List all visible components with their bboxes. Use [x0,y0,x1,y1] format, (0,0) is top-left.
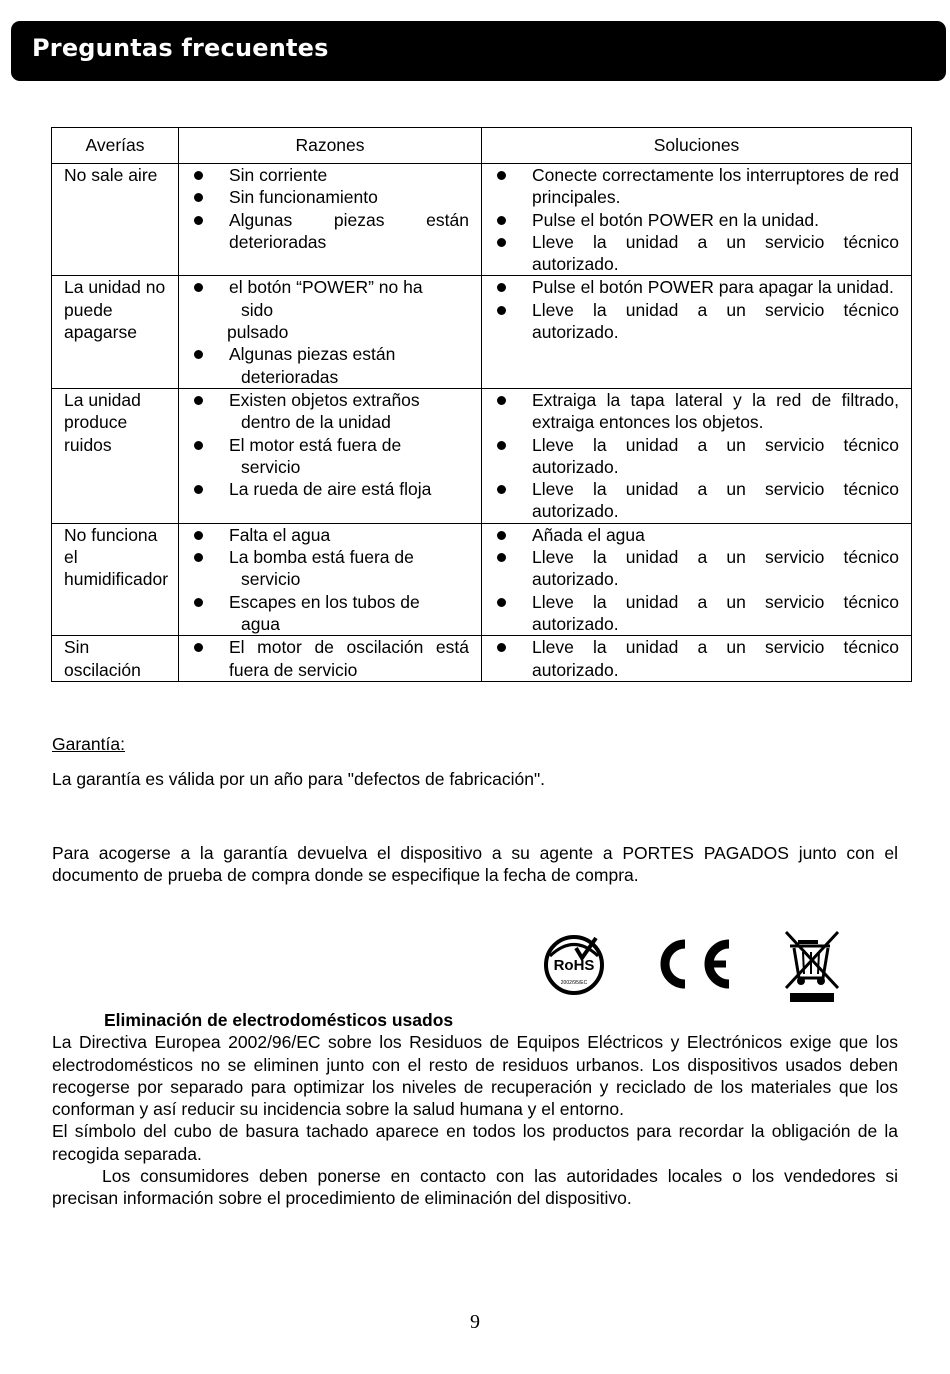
reason-line: dentro de la unidad [241,412,391,433]
faq-table [51,127,912,682]
page-number: 9 [470,1311,480,1333]
list-item [179,343,469,388]
reason-line: Escapes en los tubos de [229,591,420,612]
reasons-cell [179,636,482,682]
list-item: Lleve la unidad a un servicio técnico autorizado. [482,434,899,479]
list-item: El motor de oscilación está fuera de servicio [179,636,469,681]
reason-line: Algunas piezas están [229,344,396,365]
list-item: Lleve la unidad a un servicio técnico autorizado. [482,636,899,681]
list-item: Algunas piezas están deterioradas [179,209,469,254]
reason-line: servicio [241,569,301,590]
warranty-paragraph: La garantía es válida por un año para "defectos de fabricación". [52,769,546,789]
list-item: Lleve la unidad a un servicio técnico autorizado. [482,591,899,636]
list-item: Lleve la unidad a un servicio técnico autorizado. [482,546,899,591]
list-item [179,389,469,434]
table-row [52,636,912,682]
ce-mark-icon [665,944,729,984]
certification-icons [540,928,850,1008]
weee-crossed-bin-icon [786,932,838,1002]
rohs-icon [546,937,602,993]
list-item: Lleve la unidad a un servicio técnico autorizado. [482,299,899,344]
table-row [52,164,912,276]
reason-line: El motor está fuera de [229,434,402,455]
column-header-reasons: Razones [179,128,482,164]
rohs-label: RoHS [553,957,595,974]
list-item: Conecte correctamente los interruptores de red principales. [482,164,899,209]
column-header-solutions: Soluciones [482,128,912,164]
list-item: Falta el agua [179,524,469,546]
disposal-title: Eliminación de electrodomésticos usados [104,1010,454,1030]
reasons-cell [179,276,482,388]
reasons-cell [179,164,482,276]
solutions-cell [482,523,912,635]
disposal-paragraph: La Directiva Europea 2002/96/EC sobre los Residuos de Equipos Eléctricos y Electrónicos exige que los electrodomésticos no se eliminen junto con el resto de residuos urbanos. Los dispositivos usados deben recogerse por separado para optimizar los niveles de recuperación y reciclado de los materiales que los conforman y así reducir su incidencia sobre la salud humana y el entorno. [52,1032,898,1120]
column-header-faults: Averías [52,128,179,164]
solutions-cell [482,388,912,523]
fault-cell: La unidad no puede apagarse [52,276,179,388]
list-item: Lleve la unidad a un servicio técnico autorizado. [482,231,899,276]
table-row [52,276,912,388]
list-item: Extraiga la tapa lateral y la red de filtrado, extraiga entonces los objetos. [482,389,899,434]
fault-cell: No funciona el humidificador [52,523,179,635]
reason-continuation: pulsado [227,322,289,343]
rohs-sub-label: 2002/95/EC [560,980,588,986]
fault-cell: No sale aire [52,164,179,276]
solutions-cell [482,636,912,682]
reasons-cell [179,388,482,523]
reason-line: deterioradas [241,366,339,387]
reason-line: Existen objetos extraños [229,389,420,410]
list-item: Pulse el botón POWER en la unidad. [482,209,899,231]
list-item [179,591,469,636]
list-item: La rueda de aire está floja [179,478,469,500]
list-item: Sin corriente [179,164,469,186]
reason-line: servicio [241,456,301,477]
list-item: Añada el agua [482,524,899,546]
list-item [179,434,469,479]
page-title: Preguntas frecuentes [32,34,329,62]
list-item [179,276,469,321]
list-item: Sin funcionamiento [179,186,469,208]
warranty-title: Garantía: [52,734,125,754]
disposal-paragraph: Los consumidores deben ponerse en contacto con las autoridades locales o los vendedores si precisan información sobre el procedimiento de eliminación del dispositivo. [52,1166,898,1209]
reason-line: agua [241,613,280,634]
list-item [179,546,469,591]
solutions-cell [482,164,912,276]
reasons-cell [179,523,482,635]
list-item: Pulse el botón POWER para apagar la unidad. [482,276,899,298]
fault-cell: La unidad produce ruidos [52,388,179,523]
warranty-paragraph: Para acogerse a la garantía devuelva el dispositivo a su agente a PORTES PAGADOS junto con el documento de prueba de compra donde se especifique la fecha de compra. [52,843,898,886]
fault-cell: Sin oscilación [52,636,179,682]
reason-line: sido [241,299,274,320]
list-item: Lleve la unidad a un servicio técnico autorizado. [482,478,899,523]
table-row [52,523,912,635]
page-header [11,21,946,81]
reason-line: La bomba está fuera de [229,547,414,568]
solutions-cell [482,276,912,388]
table-header-row [52,128,912,164]
disposal-section [52,1009,898,1210]
reason-line: el botón “POWER” no ha [229,277,423,298]
table-row [52,388,912,523]
disposal-paragraph: El símbolo del cubo de basura tachado aparece en todos los productos para recordar la obligación de la recogida separada. [52,1121,898,1164]
